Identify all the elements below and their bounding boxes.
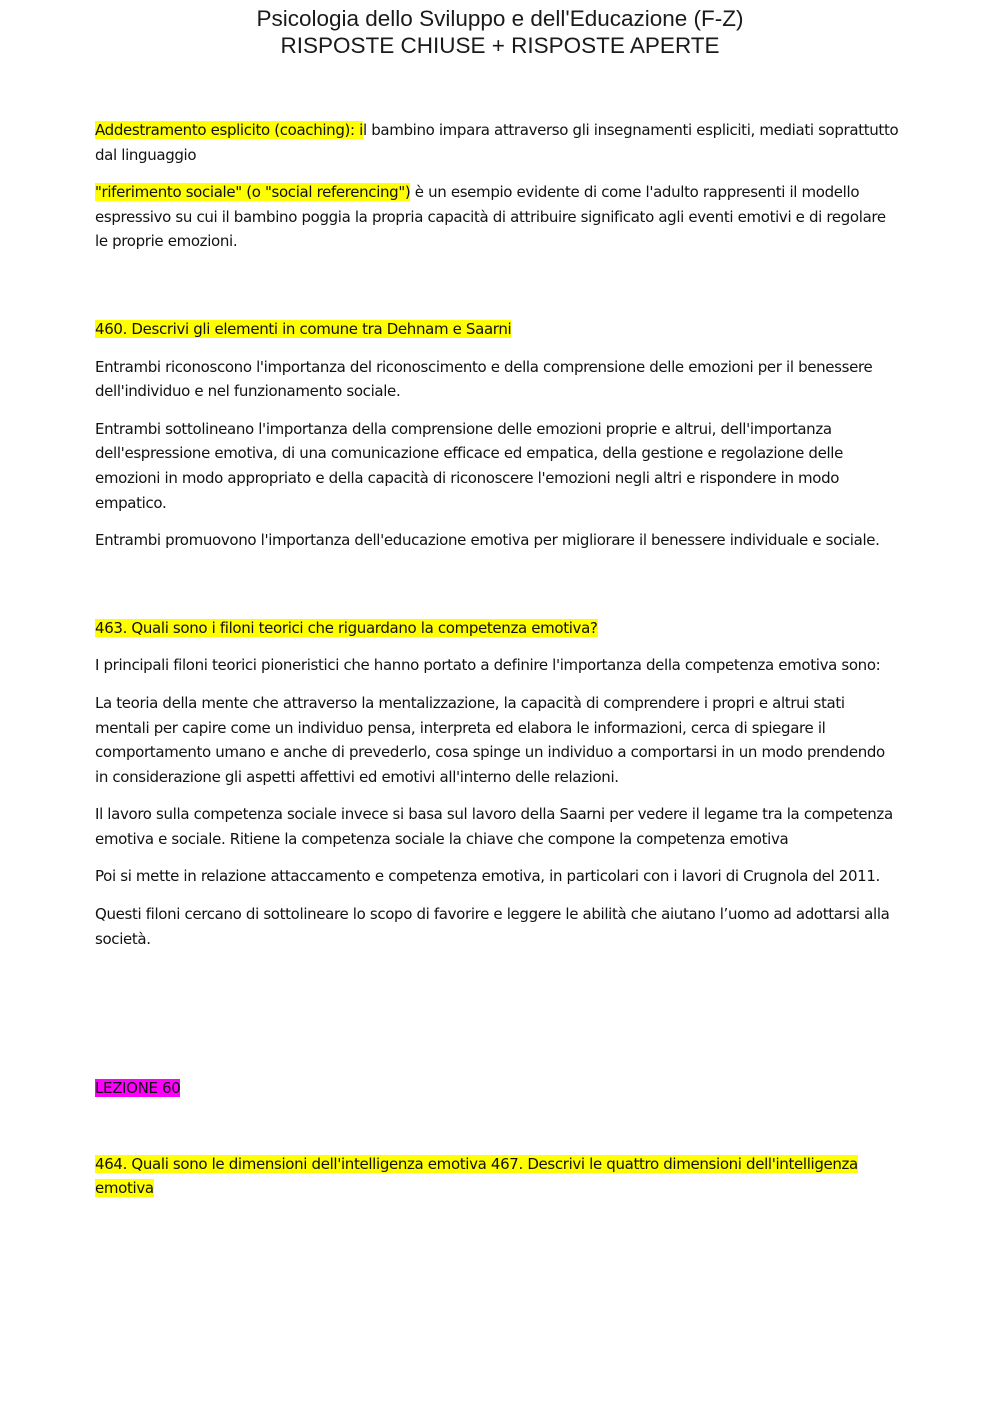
lesson-label-highlight: LEZIONE 60 [95,1079,181,1098]
social-referencing-paragraph [95,180,900,254]
answer-463-paragraph-3: Il lavoro sulla competenza sociale invece si basa sul lavoro della Saarni per vedere il legame tra la competenza emotiva e sociale. Ritiene la competenza sociale la chiave che compone la competenza emotiva [95,805,893,848]
section-spacer [95,964,900,1076]
document-body [95,118,900,1214]
question-464-highlight: 464. Quali sono le dimensioni dell'intelligenza emotiva 467. Descrivi le quattro dimensioni dell'intelligenza emotiva [95,1154,858,1198]
page-header [0,5,1000,59]
answer-460-paragraph-3: Entrambi promuovono l'importanza dell'educazione emotiva per migliorare il benessere individuale e sociale. [95,531,880,550]
question-463-highlight: 463. Quali sono i filoni teorici che riguardano la competenza emotiva? [95,618,598,637]
answer-463-paragraph-4: Poi si mette in relazione attaccamento e competenza emotiva, in particolari con i lavori di Crugnola del 2011. [95,867,880,886]
question-463-section [95,616,900,952]
question-463-heading [95,616,900,641]
answer-460-paragraph-1: Entrambi riconoscono l'importanza del riconoscimento e della comprensione delle emozioni per il benessere dell'individuo e nel funzionamento sociale. [95,357,873,401]
question-464-heading [95,1152,900,1201]
section-spacer [95,1114,900,1152]
coaching-paragraph [95,118,900,167]
coaching-text: l bambino impara attraverso gli insegnamenti espliciti, mediati soprattutto dal linguaggio [95,121,899,164]
social-referencing-text: è un esempio evidente di come l'adulto rappresenti il modello espressivo su cui il bambino poggia la propria capacità di attribuire significato agli eventi emotivi e di regolare le proprie emozioni. [95,183,886,251]
answer-463-paragraph-2: La teoria della mente che attraverso la mentalizzazione, la capacità di comprendere i propri e altrui stati mentali per capire come un individuo pensa, interpreta ed elabora le informazioni, cerca di spiegare il comportamento umano e anche di prevederlo, cosa spinge un individuo a comportarsi in un modo prendendo in considerazione gli aspetti affettivi ed emotivi all'interno delle relazioni. [95,693,885,786]
question-460-section [95,317,900,553]
answer-463-paragraph-1: I principali filoni teorici pioneristici che hanno portato a definire l'importanza della competenza emotiva sono: [95,656,881,675]
lesson-heading [95,1076,900,1101]
document-title-line-2: RISPOSTE CHIUSE + RISPOSTE APERTE [280,33,720,58]
question-460-heading [95,317,900,342]
question-460-highlight: 460. Descrivi gli elementi in comune tra Dehnam e Saarni [95,319,512,338]
answer-463-paragraph-5: Questi filoni cercano di sottolineare lo scopo di favorire e leggere le abilità che aiutano l’uomo ad adottarsi alla società. [95,905,890,948]
section-spacer [95,267,900,317]
social-referencing-term-highlight: "riferimento sociale" (o "social referencing") [95,183,411,202]
document-title-line-1: Psicologia dello Sviluppo e dell'Educazione (F-Z) [256,6,744,31]
section-spacer [95,566,900,616]
answer-460-paragraph-2: Entrambi sottolineano l'importanza della comprensione delle emozioni proprie e altrui, dell'importanza dell'espressione emotiva, di una comunicazione efficace ed empatica, della gestione e regolazione delle emozioni in modo appropriato e della capacità di riconoscere l'emozioni negli altri e rispondere in modo empatico. [95,419,843,512]
coaching-term-highlight: Addestramento esplicito (coaching): i [95,121,363,139]
